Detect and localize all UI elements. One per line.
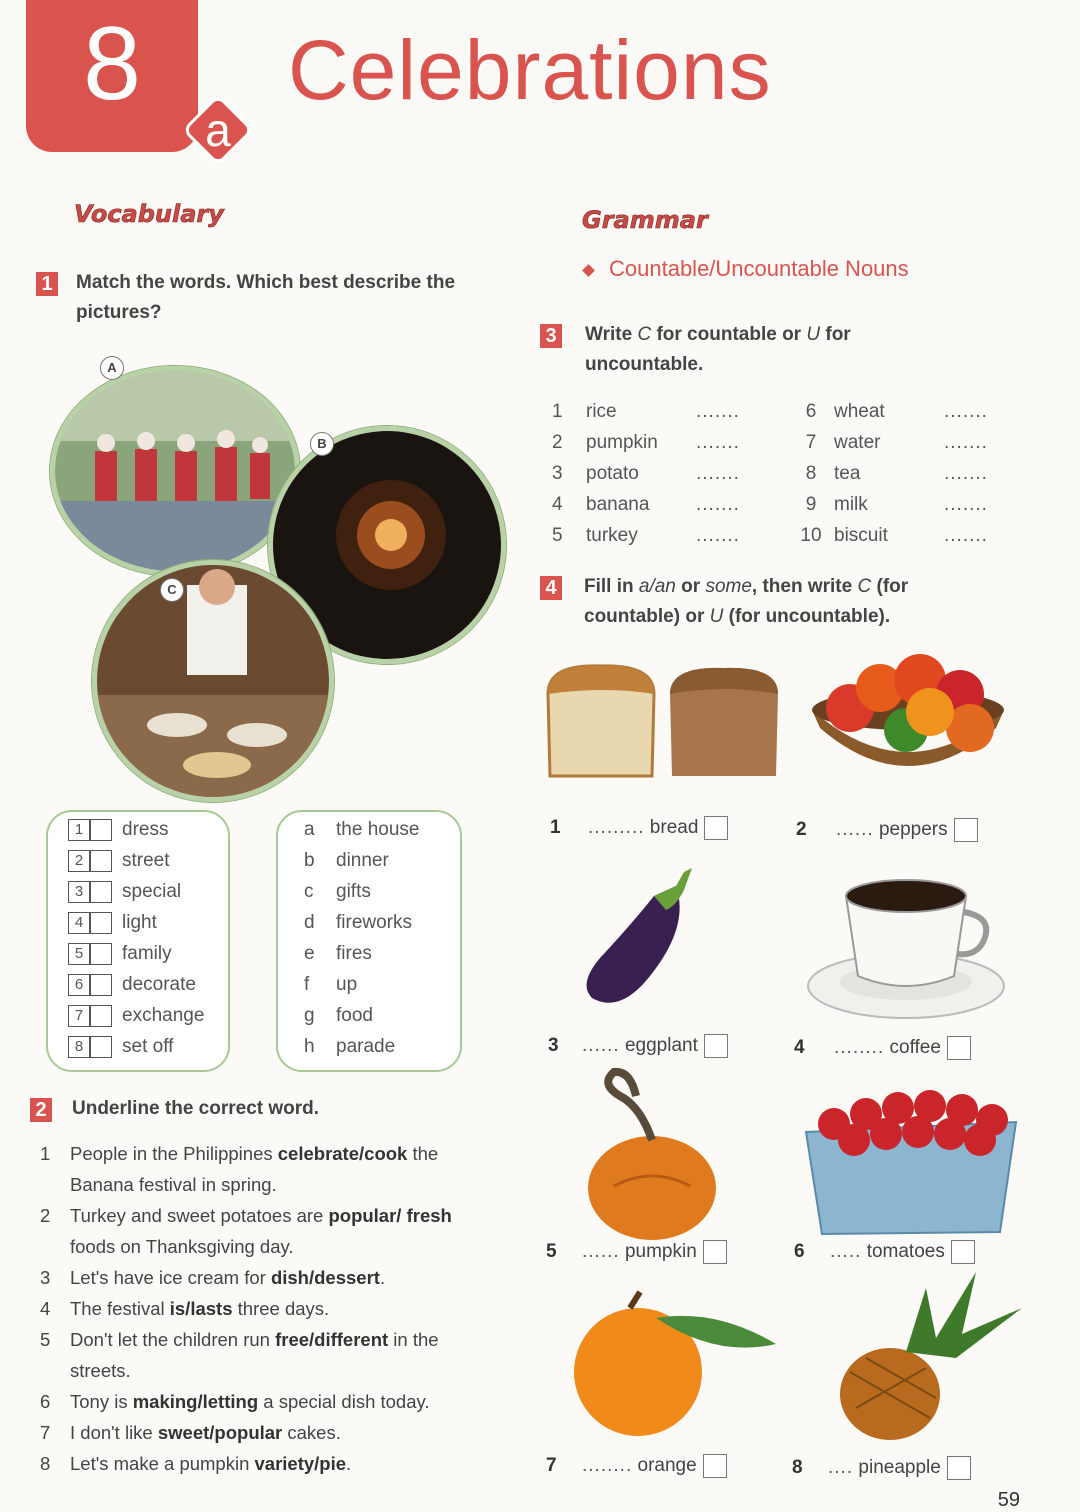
answer-box[interactable] [90, 1005, 112, 1027]
grammar-label: Grammar [582, 206, 708, 234]
food-item-4: 4 ........ coffee [794, 1036, 971, 1060]
list-item: 9 milk ....... [805, 494, 988, 515]
food-item-7: 7 ........ orange [546, 1454, 727, 1478]
food-item-5: 5 ...... pumpkin [546, 1240, 727, 1264]
answer-checkbox[interactable] [947, 1456, 971, 1480]
match-right-item: d fireworks [304, 912, 413, 933]
exercise-3-instruction: Write C for countable or U for uncountable. [585, 324, 851, 375]
match-left-item: 2 street [68, 845, 204, 876]
food-item-3: 3 ...... eggplant [548, 1034, 728, 1058]
match-left-item: 3 special [68, 876, 204, 907]
lesson-letter: a [205, 104, 231, 156]
exercise-1-number: 1 [36, 272, 58, 296]
list-item: 6 Tony is making/letting a special dish today. [40, 1391, 430, 1412]
grammar-topic: Countable/Uncountable Nouns [584, 256, 909, 282]
photo-parade [50, 366, 300, 576]
match-right-item: b dinner [304, 850, 389, 871]
photo-c-badge: C [160, 578, 184, 602]
answer-box[interactable] [90, 912, 112, 934]
list-item: 4 The festival is/lasts three days. [40, 1298, 330, 1319]
match-left-list [68, 814, 204, 1062]
photo-family-dinner [92, 560, 334, 802]
match-right-item: f up [304, 974, 358, 995]
vocabulary-label: Vocabulary [74, 200, 224, 228]
bread-image [544, 664, 784, 780]
list-item: 3 Let's have ice cream for dish/dessert. [40, 1267, 386, 1288]
match-left-item: 1 dress [68, 814, 204, 845]
match-left-item: 7 exchange [68, 1000, 204, 1031]
answer-box[interactable] [90, 850, 112, 872]
answer-checkbox[interactable] [703, 1240, 727, 1264]
list-item: 3 potato ....... [552, 463, 740, 484]
match-right-item: a the house [304, 819, 420, 840]
match-right-item: c gifts [304, 881, 371, 902]
food-item-8: 8 .... pineapple [792, 1456, 971, 1480]
orange-image [566, 1288, 782, 1438]
exercise-1-instruction: Match the words. Which best describe the pictures? [76, 272, 456, 323]
list-item: 4 banana ....... [552, 494, 740, 515]
food-item-1: 1 ......... bread [550, 816, 728, 840]
list-item: 6 wheat ....... [805, 401, 988, 422]
match-right-list [304, 814, 419, 1062]
answer-box[interactable] [90, 881, 112, 903]
exercise-2-instruction: Underline the correct word. [72, 1098, 320, 1119]
answer-box[interactable] [90, 974, 112, 996]
answer-checkbox[interactable] [951, 1240, 975, 1264]
page-title: Celebrations [288, 23, 772, 117]
peppers-image [810, 644, 1006, 782]
list-item: 1 rice ....... [552, 401, 740, 422]
eggplant-image [580, 866, 700, 1016]
match-left-item: 4 light [68, 907, 204, 938]
answer-checkbox[interactable] [704, 1034, 728, 1058]
list-item: 10 biscuit ....... [800, 525, 988, 546]
list-item: 5 turkey ....... [552, 525, 740, 546]
answer-box[interactable] [90, 819, 112, 841]
answer-box[interactable] [90, 1036, 112, 1058]
diamond-bullet-icon [582, 264, 595, 277]
list-item: 5 Don't let the children run free/different in the streets. [40, 1329, 439, 1381]
exercise-3-left-list [552, 396, 740, 551]
list-item: 8 Let's make a pumpkin variety/pie. [40, 1453, 352, 1474]
list-item: 2 pumpkin ....... [552, 432, 740, 453]
food-item-6: 6 ..... tomatoes [794, 1240, 975, 1264]
exercise-4-instruction: Fill in a/an or some, then write C (for countable) or U (for uncountable). [584, 576, 909, 627]
exercise-3-number: 3 [540, 324, 562, 348]
photo-b-badge: B [310, 432, 334, 456]
unit-number: 8 [83, 6, 141, 122]
list-item: 7 I don't like sweet/popular cakes. [40, 1422, 341, 1443]
answer-checkbox[interactable] [703, 1454, 727, 1478]
exercise-4-number: 4 [540, 576, 562, 600]
food-item-2: 2 ...... peppers [796, 818, 978, 842]
exercise-2-list [40, 1138, 490, 1479]
list-item: 8 tea ....... [805, 463, 988, 484]
pineapple-image [826, 1268, 1026, 1444]
match-right-item: e fires [304, 943, 372, 964]
pumpkin-image [580, 1066, 720, 1242]
answer-box[interactable] [90, 943, 112, 965]
answer-checkbox[interactable] [954, 818, 978, 842]
list-item: 1 People in the Philippines celebrate/cook the Banana festival in spring. [40, 1143, 439, 1195]
photo-a-badge: A [100, 356, 124, 380]
match-left-item: 6 decorate [68, 969, 204, 1000]
match-right-item: h parade [304, 1036, 396, 1057]
match-left-item: 8 set off [68, 1031, 204, 1062]
exercise-2-number: 2 [30, 1098, 52, 1122]
page-number: 59 [997, 1489, 1020, 1511]
coffee-image [804, 866, 1008, 1026]
match-left-item: 5 family [68, 938, 204, 969]
exercise-3-right-list [788, 396, 988, 551]
answer-checkbox[interactable] [704, 816, 728, 840]
answer-checkbox[interactable] [947, 1036, 971, 1060]
list-item: 2 Turkey and sweet potatoes are popular/ fresh foods on Thanksgiving day. [40, 1205, 452, 1257]
match-right-item: g food [304, 1005, 373, 1026]
tomatoes-image [800, 1082, 1022, 1238]
list-item: 7 water ....... [805, 432, 988, 453]
